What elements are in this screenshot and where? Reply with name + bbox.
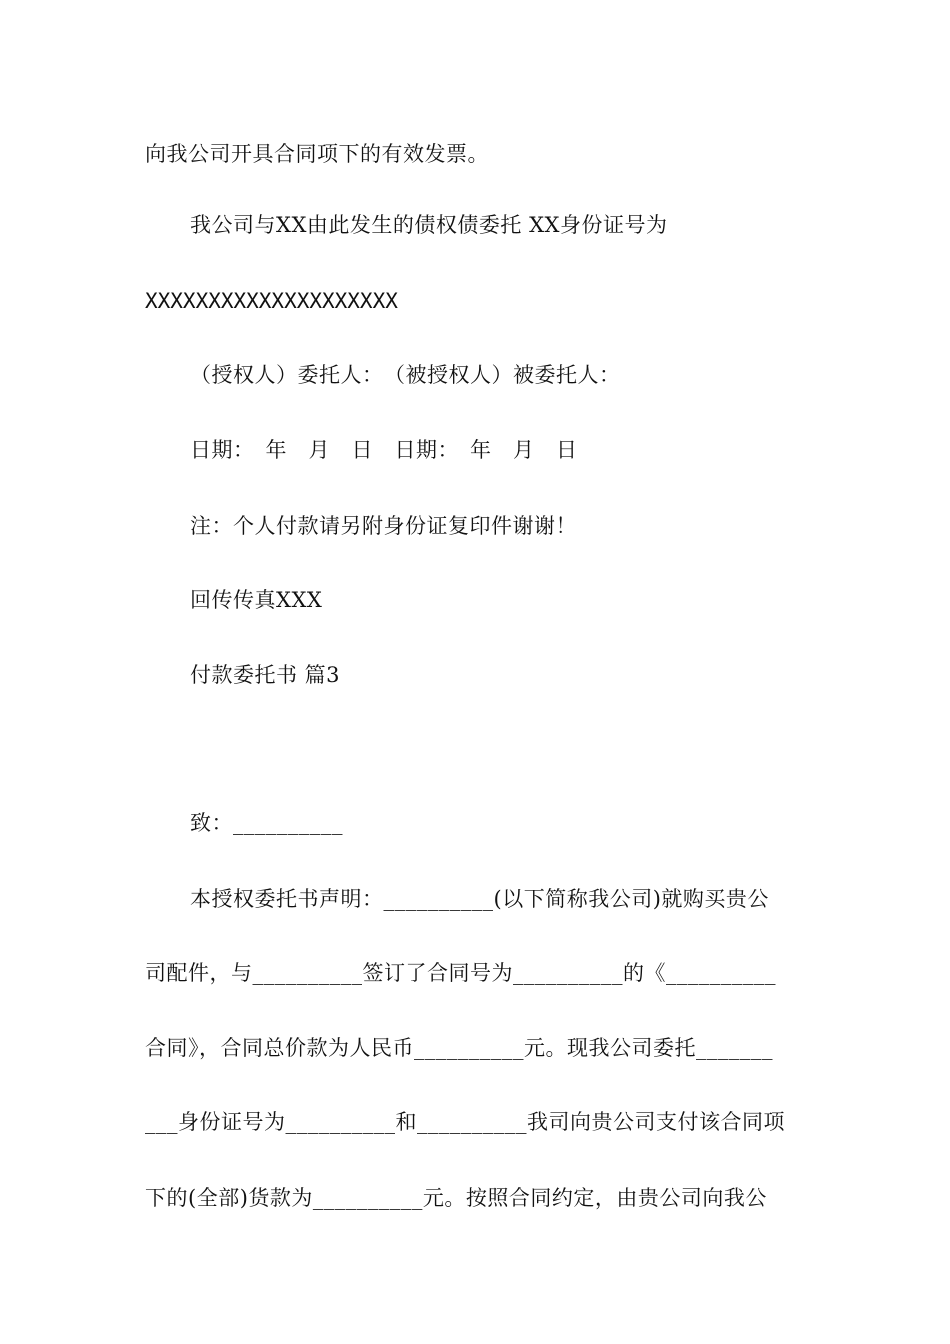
- declaration-line-1: 本授权委托书声明：__________(以下简称我公司)就购买贵公: [190, 887, 769, 911]
- note-line: 注：个人付款请另附身份证复印件谢谢！: [190, 514, 577, 538]
- paragraph-line-1: 向我公司开具合同项下的有效发票。: [145, 142, 489, 166]
- paragraph-line-2-text: 我公司与XX由此发生的债权债委托 XX身份证号为: [190, 213, 668, 237]
- declaration-line-5: 下的(全部)货款为__________元。按照合同约定，由贵公司向我公: [145, 1186, 767, 1210]
- declaration-line-4: ___身份证号为__________和__________我司向贵公司支付该合同项: [145, 1110, 785, 1134]
- date-line: 日期： 年 月 日 日期： 年 月 日: [190, 438, 578, 462]
- fax-line: 回传传真XXX: [190, 588, 323, 612]
- declaration-line-2: 司配件，与__________签订了合同号为__________的《__________: [145, 961, 776, 985]
- section-title: 付款委托书 篇3: [190, 663, 341, 687]
- paragraph-line-2: [190, 210, 805, 240]
- authorization-signature-line: （授权人）委托人： （被授权人）被委托人：: [190, 363, 621, 387]
- paragraph-line-3: XXXXXXXXXXXXXXXXXXXX: [145, 289, 398, 313]
- declaration-line-3: 合同》，合同总价款为人民币__________元。现我公司委托_______: [145, 1036, 773, 1060]
- recipient-line: 致：__________: [190, 811, 343, 835]
